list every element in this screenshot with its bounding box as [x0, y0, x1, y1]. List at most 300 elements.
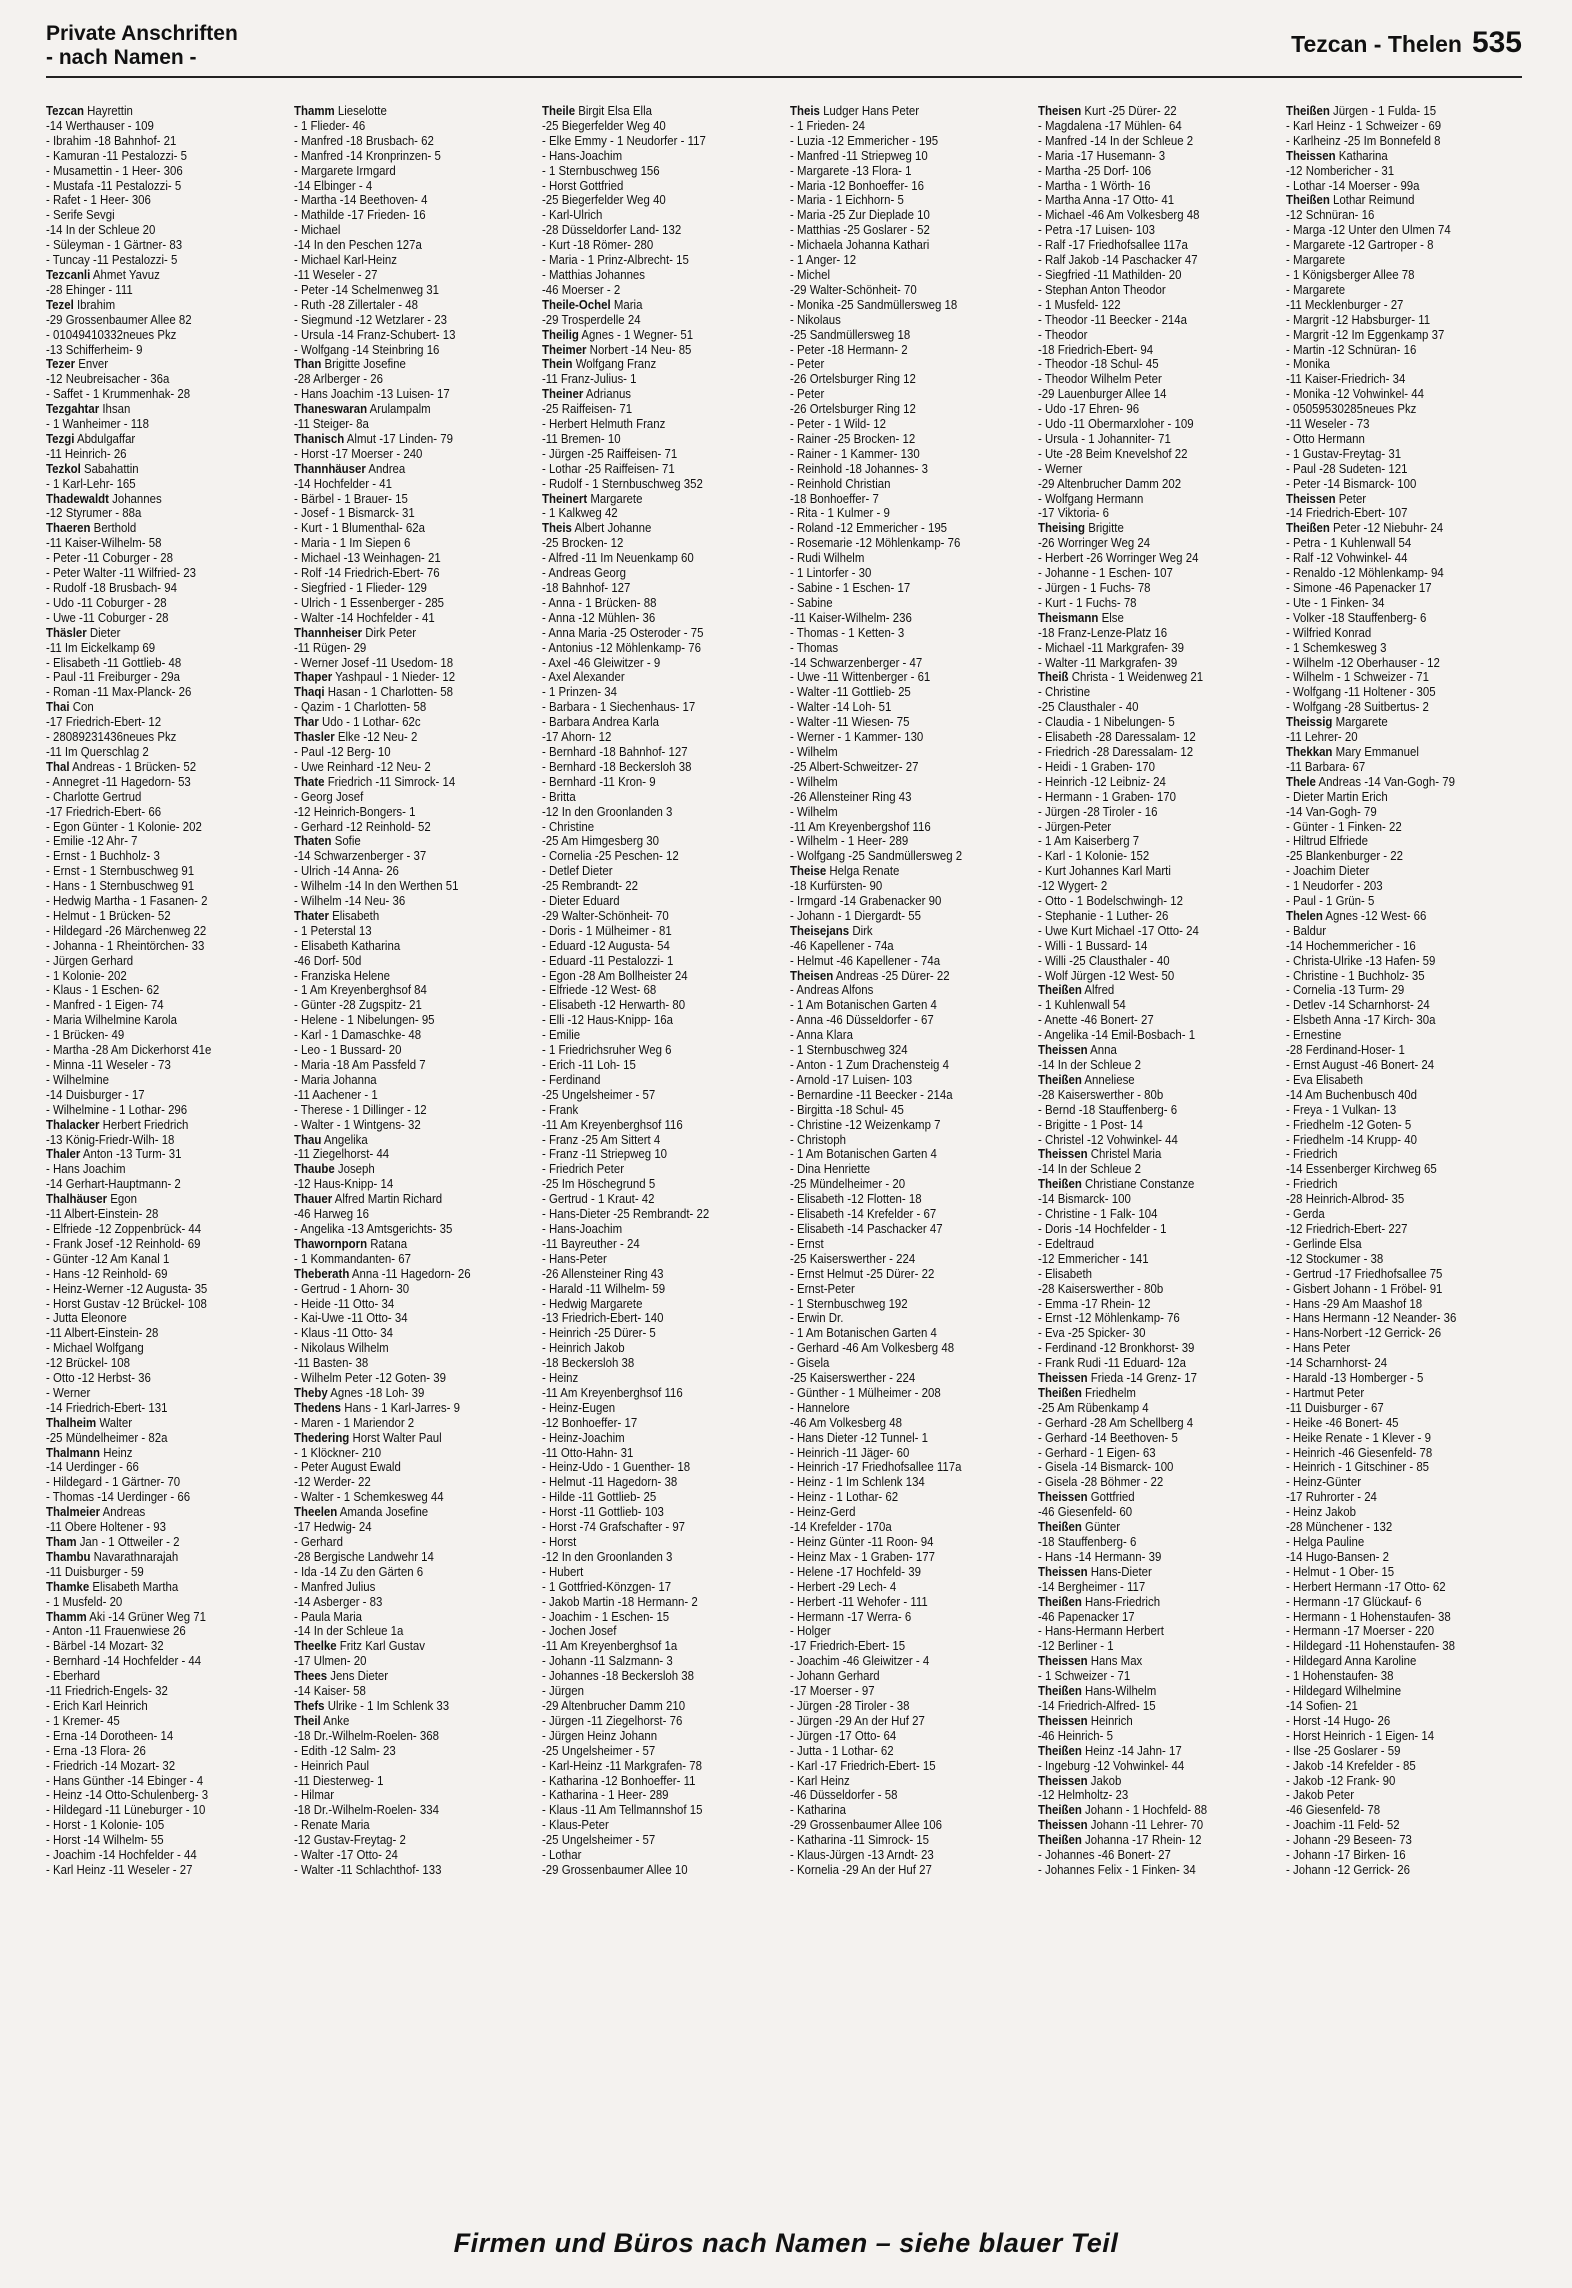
directory-entry: - Maria -18 Am Passfeld 7	[294, 1058, 426, 1072]
directory-entry: Thannheiser Dirk Peter	[294, 625, 417, 640]
directory-entry: -11 Bayreuther - 24	[542, 1236, 640, 1251]
directory-entry: Theissen Hans Max	[1038, 1654, 1143, 1669]
directory-entry: - Jürgen -17 Otto- 64	[790, 1728, 897, 1743]
directory-entry: Tezel Ibrahim	[46, 297, 116, 312]
directory-entry: -28 Kaiserswerther - 80b	[1038, 1087, 1164, 1102]
directory-entry: - Maria Wilhelmine Karola	[46, 1013, 177, 1028]
directory-entry: - Rita - 1 Kulmer - 9	[790, 506, 890, 521]
directory-entry: - Bernhard -11 Kron- 9	[542, 774, 656, 789]
directory-entry: - Lothar	[542, 1848, 582, 1863]
directory-entry: - Uwe -11 Wittenberger - 61	[790, 670, 931, 685]
directory-entry: - Jürgen Gerhard	[46, 953, 134, 968]
directory-entry: - Volker -18 Stauffenberg- 6	[1286, 610, 1427, 625]
directory-entry: -25 Biegerfelder Weg 40	[542, 118, 666, 133]
directory-entry: -11 Barbara- 67	[1286, 759, 1366, 774]
directory-entry: - Marga -12 Unter den Ulmen 74	[1286, 223, 1451, 238]
directory-entry: - Horst -14 Wilhelm- 55	[46, 1833, 164, 1848]
directory-entry: - Wilhelmine	[46, 1072, 109, 1087]
directory-entry: - Maria -17 Husemann- 3	[1038, 148, 1166, 163]
section-title-line2: - nach Namen -	[46, 46, 197, 69]
directory-entry: Theissen Anna	[1038, 1043, 1117, 1058]
directory-entry: - Leo - 1 Bussard- 20	[294, 1043, 402, 1058]
directory-entry: Thadewaldt Johannes	[46, 491, 162, 506]
directory-entry: - 1 Schemkesweg 3	[1286, 640, 1387, 655]
directory-entry: -11 Am Kreyenberghsof 116	[542, 1117, 683, 1132]
directory-entry: - Hans -12 Reinhold- 69	[46, 1266, 168, 1281]
directory-entry: - Sabine	[790, 595, 833, 610]
directory-entry: Thäsler Dieter	[46, 625, 121, 640]
directory-entry: - Otto -12 Herbst- 36	[46, 1371, 151, 1386]
directory-entry: -11 Duisburger - 59	[46, 1564, 144, 1579]
directory-entry: Thalacker Herbert Friedrich	[46, 1117, 189, 1132]
directory-entry: - Heinz-Gerd	[790, 1505, 856, 1520]
directory-entry: - Theodor	[1038, 327, 1088, 342]
directory-entry: - Jakob Martin -18 Hermann- 2	[542, 1594, 698, 1609]
directory-entry: Theißen Hans-Wilhelm	[1038, 1684, 1157, 1699]
directory-entry: - Andreas Alfons	[790, 983, 874, 998]
directory-entry: - Michael Karl-Heinz	[294, 253, 398, 268]
directory-entry: - 1 Frieden- 24	[790, 118, 866, 133]
directory-entry: - Ernst - 1 Sternbuschweg 91	[46, 864, 195, 879]
directory-entry: - Jutta Eleonore	[46, 1311, 127, 1326]
directory-column-2	[294, 104, 507, 2184]
directory-entry: - Klaus -11 Otto- 34	[294, 1326, 393, 1341]
directory-entry: -11 Rügen- 29	[294, 640, 367, 655]
directory-entry: - Paul -12 Berg- 10	[294, 744, 391, 759]
directory-entry: - Hermann - 1 Graben- 170	[1038, 789, 1176, 804]
directory-entry: -17 Ruhrorter - 24	[1286, 1490, 1377, 1505]
directory-entry: - Martin -12 Schnüran- 16	[1286, 342, 1417, 357]
directory-entry: -14 Bergheimer - 117	[1038, 1579, 1146, 1594]
directory-entry: -14 In der Schleue 2	[1038, 1058, 1142, 1072]
directory-entry: Thelen Agnes -12 West- 66	[1286, 908, 1427, 923]
directory-entry: - Gertrud - 1 Kraut- 42	[542, 1192, 655, 1207]
directory-entry: - Musamettin - 1 Heer- 306	[46, 163, 183, 178]
directory-entry: - 28089231436neues Pkz	[46, 730, 177, 745]
directory-entry: Theißen Christiane Constanze	[1038, 1177, 1195, 1192]
directory-entry: Theissen Christel Maria	[1038, 1147, 1162, 1162]
directory-entry: - Joachim -11 Feld- 52	[1286, 1818, 1400, 1833]
directory-entry: -12 Schnüran- 16	[1286, 208, 1375, 223]
directory-entry: Thater Elisabeth	[294, 908, 380, 923]
directory-entry: -12 In den Groonlanden 3	[542, 804, 673, 819]
directory-entry: - Elisabeth -28 Daressalam- 12	[1038, 730, 1196, 745]
directory-entry: -11 Kaiser-Friedrich- 34	[1286, 372, 1406, 387]
directory-entry: - 1 Wanheimer - 118	[46, 417, 150, 432]
directory-entry: - Johannes Felix - 1 Finken- 34	[1038, 1862, 1196, 1877]
directory-entry: - 1 Kommandanten- 67	[294, 1251, 412, 1266]
directory-entry: -14 Friedrich-Ebert- 107	[1286, 506, 1408, 521]
directory-entry: - 1 Brücken- 49	[46, 1028, 125, 1043]
directory-entry: - 1 Anger- 12	[790, 253, 857, 268]
directory-entry: - Uwe -11 Coburger - 28	[46, 610, 169, 625]
directory-entry: -14 Schwarzenberger - 37	[294, 849, 427, 864]
directory-entry: - Heike Renate - 1 Klever - 9	[1286, 1430, 1431, 1445]
directory-entry: - Dieter Martin Erich	[1286, 789, 1388, 804]
directory-entry: - Gerda	[1286, 1207, 1325, 1222]
directory-entry: -25 Albert-Schweitzer- 27	[790, 759, 919, 774]
directory-entry: - Jürgen Heinz Johann	[542, 1728, 658, 1743]
directory-entry: - Gerhard -14 Beethoven- 5	[1038, 1430, 1178, 1445]
directory-entry: Thannhäuser Andrea	[294, 461, 406, 476]
directory-entry: - Horst -74 Grafschafter - 97	[542, 1520, 686, 1535]
directory-entry: - Johann - 1 Diergardt- 55	[790, 908, 921, 923]
directory-entry: -12 Friedrich-Ebert- 227	[1286, 1221, 1408, 1236]
directory-entry: - Helene -17 Hochfeld- 39	[790, 1564, 921, 1579]
directory-entry: - Udo -11 Obermarxloher - 109	[1038, 417, 1194, 432]
directory-entry: - Horst - 1 Kolonie- 105	[46, 1818, 165, 1833]
directory-entry: - Gertrud -17 Friedhofsallee 75	[1286, 1266, 1443, 1281]
directory-entry: - Ernst-Peter	[790, 1281, 855, 1296]
directory-entry: - Lothar -25 Raiffeisen- 71	[542, 461, 675, 476]
directory-entry: -29 Grossenbaumer Allee 106	[790, 1818, 942, 1833]
directory-entry: - Willi -25 Clausthaler - 40	[1038, 953, 1170, 968]
directory-entry: - Hermann -17 Werra- 6	[790, 1609, 912, 1624]
directory-entry: Theelke Fritz Karl Gustav	[294, 1639, 425, 1654]
directory-entry: -25 Clausthaler - 40	[1038, 700, 1139, 715]
directory-entry: - Paula Maria	[294, 1609, 363, 1624]
directory-entry: -14 Krefelder - 170a	[790, 1520, 892, 1535]
directory-columns	[46, 104, 1532, 2184]
directory-entry: - Renaldo -12 Möhlenkamp- 94	[1286, 566, 1444, 581]
directory-entry: -14 Werthauser - 109	[46, 118, 154, 133]
directory-entry: - 1 Neudorfer - 203	[1286, 879, 1383, 894]
directory-entry: -26 Worringer Weg 24	[1038, 536, 1151, 551]
directory-entry: - Erich -11 Loh- 15	[542, 1058, 636, 1072]
directory-entry: -25 Raiffeisen- 71	[542, 402, 633, 417]
directory-entry: - Peter -14 Schelmenweg 31	[294, 282, 439, 297]
directory-entry: - Joachim -46 Gleiwitzer - 4	[790, 1654, 930, 1669]
directory-entry: - Wilhelm	[790, 804, 838, 819]
directory-entry: - Willi - 1 Bussard- 14	[1038, 938, 1148, 953]
directory-entry: Theißen Lothar Reimund	[1286, 193, 1415, 208]
directory-entry: - Birgitta -18 Schul- 45	[790, 1102, 904, 1117]
directory-entry: - Egon Günter - 1 Kolonie- 202	[46, 819, 202, 834]
directory-entry: Theißen Günter	[1038, 1520, 1121, 1535]
directory-entry: - Edeltraud	[1038, 1236, 1094, 1251]
directory-entry: - Ernestine	[1286, 1028, 1342, 1043]
directory-entry: Thamke Elisabeth Martha	[46, 1579, 179, 1594]
directory-entry: - Heide -11 Otto- 34	[294, 1296, 395, 1311]
directory-entry: - Elisabeth -14 Paschacker 47	[790, 1221, 943, 1236]
directory-entry: - Detlev -14 Scharnhorst- 24	[1286, 998, 1430, 1013]
directory-entry: -28 Kaiserswerther - 80b	[1038, 1281, 1164, 1296]
directory-entry: -25 Blankenburger - 22	[1286, 849, 1404, 864]
directory-entry: - Udo -17 Ehren- 96	[1038, 402, 1140, 417]
directory-entry: - Rudi Wilhelm	[790, 551, 865, 566]
directory-entry: Theisen Kurt -25 Dürer- 22	[1038, 104, 1177, 118]
directory-entry: Theissen Jakob	[1038, 1773, 1122, 1788]
directory-entry: - Roman -11 Max-Planck- 26	[46, 685, 192, 700]
directory-entry: Theissen Katharina	[1286, 148, 1388, 163]
directory-entry: - Emilie	[542, 1028, 581, 1043]
directory-entry: - Hubert	[542, 1564, 584, 1579]
directory-entry: - Harald -11 Wilhelm- 59	[542, 1281, 666, 1296]
directory-entry: - 1 Schweizer - 71	[1038, 1669, 1131, 1684]
directory-entry: - Hans-Dieter -25 Rembrandt- 22	[542, 1207, 710, 1222]
directory-entry: - Friedrich -14 Mozart- 32	[46, 1758, 176, 1773]
directory-entry: Thaten Sofie	[294, 834, 361, 849]
directory-entry: - Eduard -11 Pestalozzi- 1	[542, 953, 674, 968]
directory-entry: -11 Kaiser-Wilhelm- 236	[790, 610, 912, 625]
directory-entry: - Heinrich -17 Friedhofsallee 117a	[790, 1460, 962, 1475]
directory-entry: - Franz -11 Striepweg 10	[542, 1147, 668, 1162]
directory-entry: - Hedwig Martha - 1 Fasanen- 2	[46, 894, 208, 909]
directory-entry: - Margarete	[1286, 282, 1346, 297]
directory-entry: -18 Bahnhof- 127	[542, 581, 631, 595]
directory-entry: -14 In der Schleue 1a	[294, 1624, 404, 1639]
directory-entry: -11 Obere Holtener - 93	[46, 1520, 166, 1535]
directory-entry: - Bernhard -18 Bahnhof- 127	[542, 744, 688, 759]
directory-entry: Thekkan Mary Emmanuel	[1286, 744, 1419, 759]
directory-entry: Thauer Alfred Martin Richard	[294, 1192, 443, 1207]
directory-entry: -12 Brückel- 108	[46, 1356, 130, 1371]
directory-entry: - Udo -11 Coburger - 28	[46, 595, 167, 610]
directory-entry: - Anna - 1 Brücken- 88	[542, 595, 657, 610]
directory-entry: - Hans Joachim	[46, 1162, 126, 1177]
directory-entry: Thefs Ulrike - 1 Im Schlenk 33	[294, 1698, 450, 1713]
directory-entry: - Elisabeth Katharina	[294, 938, 401, 953]
directory-entry: - Margarete -12 Gartroper - 8	[1286, 238, 1434, 253]
directory-entry: - Friedrich -28 Daressalam- 12	[1038, 744, 1194, 759]
directory-entry: - Klaus-Peter	[542, 1818, 609, 1833]
directory-entry: - Heinz-Werner -12 Augusta- 35	[46, 1281, 208, 1296]
directory-entry: - Maria - 1 Eichhorn- 5	[790, 193, 904, 208]
directory-entry: -12 Werder- 22	[294, 1475, 371, 1490]
directory-entry: - Ulrich - 1 Essenberger - 285	[294, 595, 445, 610]
directory-entry: - Ilse -25 Goslarer - 59	[1286, 1743, 1401, 1758]
directory-entry: -29 Altenbrucher Damm 210	[542, 1698, 686, 1713]
directory-entry: -46 Düsseldorfer - 58	[790, 1788, 898, 1803]
directory-entry: -28 Arlberger - 26	[294, 372, 384, 387]
directory-entry: -12 Emmericher - 141	[1038, 1251, 1149, 1266]
directory-entry: - Ida -14 Zu den Gärten 6	[294, 1564, 424, 1579]
directory-entry: - Karl-Heinz -11 Markgrafen- 78	[542, 1758, 703, 1773]
directory-entry: -13 Schifferheim- 9	[46, 342, 143, 357]
directory-entry: Theise Helga Renate	[790, 864, 900, 879]
directory-entry: Thawornporn Ratana	[294, 1236, 408, 1251]
directory-entry: - Kurt Johannes Karl Marti	[1038, 864, 1171, 879]
directory-entry: -12 Heinrich-Bongers- 1	[294, 804, 416, 819]
directory-entry: -25 Ungelsheimer - 57	[542, 1833, 656, 1848]
directory-entry: -11 Weseler - 27	[294, 267, 378, 282]
directory-entry: - Hans-Hermann Herbert	[1038, 1624, 1164, 1639]
directory-entry: - Antonius -12 Möhlenkamp- 76	[542, 640, 701, 655]
directory-entry: - Wilfried Konrad	[1286, 625, 1372, 640]
directory-entry: -18 Bonhoeffer- 7	[790, 491, 879, 506]
directory-entry: - Johann -12 Gerrick- 26	[1286, 1862, 1410, 1877]
directory-entry: - Peter	[790, 357, 825, 372]
directory-entry: Thaeren Berthold	[46, 521, 137, 536]
directory-entry: - Frank	[542, 1102, 579, 1117]
directory-entry: - Gerhard -46 Am Volkesberg 48	[790, 1341, 955, 1356]
directory-entry: - Ferdinand -12 Bronkhorst- 39	[1038, 1341, 1195, 1356]
directory-entry: - 1 Peterstal 13	[294, 923, 372, 938]
directory-entry: Theismann Else	[1038, 610, 1124, 625]
directory-entry: Theil Anke	[294, 1713, 350, 1728]
directory-entry: Thar Udo - 1 Lothar- 62c	[294, 715, 421, 730]
page-number: 535	[1471, 26, 1522, 59]
directory-entry: - Anna -12 Mühlen- 36	[542, 610, 656, 625]
directory-entry: Thalheim Walter	[46, 1415, 133, 1430]
directory-entry: - Anette -46 Bonert- 27	[1038, 1013, 1154, 1028]
directory-entry: - Nikolaus Wilhelm	[294, 1341, 389, 1356]
directory-entry: - Gisela -14 Bismarck- 100	[1038, 1460, 1174, 1475]
directory-entry: -13 Friedrich-Ebert- 140	[542, 1311, 664, 1326]
directory-entry: - Irmgard -14 Grabenacker 90	[790, 894, 942, 909]
directory-entry: - Angelika -13 Amtsgerichts- 35	[294, 1221, 453, 1236]
directory-entry: - Ernst August -46 Bonert- 24	[1286, 1058, 1435, 1072]
directory-entry: -18 Friedrich-Ebert- 94	[1038, 342, 1154, 357]
directory-entry: - 1 Karl-Lehr- 165	[46, 476, 136, 491]
directory-entry: -12 Nombericher - 31	[1286, 163, 1395, 178]
directory-entry: - Heinz Max - 1 Graben- 177	[790, 1549, 935, 1564]
directory-entry: -28 Düsseldorfer Land- 132	[542, 223, 682, 238]
directory-entry: -14 Uerdinger - 66	[46, 1460, 139, 1475]
directory-entry: -18 Beckersloh 38	[542, 1356, 635, 1371]
directory-entry: - Monika	[1286, 357, 1330, 372]
directory-entry: Thaube Joseph	[294, 1162, 375, 1177]
directory-entry: Theißen Peter -12 Niebuhr- 24	[1286, 521, 1444, 536]
directory-entry: - Helmut - 1 Brücken- 52	[46, 908, 171, 923]
directory-entry: - Heinrich Jakob	[542, 1341, 625, 1356]
directory-entry: - Paul -28 Sudeten- 121	[1286, 461, 1408, 476]
directory-entry: - Otto Hermann	[1286, 431, 1365, 446]
directory-entry: Thalmann Heinz	[46, 1445, 133, 1460]
directory-entry: - Ulrich -14 Anna- 26	[294, 864, 399, 879]
directory-entry: - Michael -11 Markgrafen- 39	[1038, 640, 1185, 655]
directory-entry: - Anton - 1 Zum Drachensteig 4	[790, 1058, 949, 1072]
directory-entry: - Karl - 1 Kolonie- 152	[1038, 849, 1150, 864]
directory-entry: -12 Gustav-Freytag- 2	[294, 1833, 406, 1848]
directory-entry: - Wolfgang -14 Steinbring 16	[294, 342, 440, 357]
directory-entry: - Gisela	[790, 1356, 830, 1371]
directory-entry: - 01049410332neues Pkz	[46, 327, 177, 342]
directory-entry: - Hildegard -11 Lüneburger - 10	[46, 1803, 206, 1818]
directory-entry: - Wilhelm -14 In den Werthen 51	[294, 879, 459, 894]
directory-entry: Thedens Hans - 1 Karl-Jarres- 9	[294, 1400, 460, 1415]
directory-entry: - Walter -14 Hochfelder - 41	[294, 610, 435, 625]
directory-entry: - Arnold -17 Luisen- 103	[790, 1072, 913, 1087]
directory-entry: - Günter - 1 Finken- 22	[1286, 819, 1402, 834]
directory-entry: - 1 Klöckner- 210	[294, 1445, 382, 1460]
directory-entry: - Emma -17 Rhein- 12	[1038, 1296, 1151, 1311]
directory-entry: - Elfriede -12 Zoppenbrück- 44	[46, 1221, 202, 1236]
directory-entry: -28 Ferdinand-Hoser- 1	[1286, 1043, 1405, 1058]
directory-entry: - Axel Alexander	[542, 670, 625, 685]
directory-entry: - Barbara Andrea Karla	[542, 715, 660, 730]
directory-entry: - Horst -17 Moerser - 240	[294, 446, 423, 461]
directory-entry: Thaler Anton -13 Turm- 31	[46, 1147, 182, 1162]
directory-entry: - Harald -13 Homberger - 5	[1286, 1371, 1424, 1386]
directory-entry: Thaper Yashpaul - 1 Nieder- 12	[294, 670, 456, 685]
directory-entry: - Josef - 1 Bismarck- 31	[294, 506, 415, 521]
directory-entry: - Kai-Uwe -11 Otto- 34	[294, 1311, 408, 1326]
directory-entry: - 1 Flieder- 46	[294, 118, 366, 133]
directory-entry: - Gertrud - 1 Ahorn- 30	[294, 1281, 410, 1296]
directory-entry: - Sabine - 1 Eschen- 17	[790, 581, 911, 595]
directory-entry: - Manfred -11 Striepweg 10	[790, 148, 928, 163]
directory-entry: - Heidi - 1 Graben- 170	[1038, 759, 1155, 774]
directory-entry: -12 Neubreisacher - 36a	[46, 372, 170, 387]
name-range: Tezcan - Thelen	[1291, 31, 1462, 57]
directory-entry: - Maria Johanna	[294, 1072, 377, 1087]
directory-entry: - Michael	[294, 223, 341, 238]
directory-entry: -46 Dorf- 50d	[294, 953, 362, 968]
directory-entry: - Ingeburg -12 Vohwinkel- 44	[1038, 1758, 1185, 1773]
directory-entry: -46 Giesenfeld- 78	[1286, 1803, 1381, 1818]
directory-entry: -11 Aachener - 1	[294, 1087, 378, 1102]
directory-entry: Theisen Andreas -25 Dürer- 22	[790, 968, 950, 983]
directory-entry: - Hans -29 Am Maashof 18	[1286, 1296, 1423, 1311]
directory-entry: Theissen Gottfried	[1038, 1490, 1135, 1505]
directory-entry: -14 Duisburger - 17	[46, 1087, 145, 1102]
directory-entry: - Brigitte - 1 Post- 14	[1038, 1117, 1143, 1132]
directory-entry: - Klaus-Jürgen -13 Arndt- 23	[790, 1848, 934, 1863]
directory-entry: - Jürgen -29 An der Huf 27	[790, 1713, 925, 1728]
directory-entry: -25 Sandmüllersweg 18	[790, 327, 911, 342]
directory-entry: - Horst Gustav -12 Brückel- 108	[46, 1296, 207, 1311]
directory-entry: Theisejans Dirk	[790, 923, 873, 938]
directory-entry: -14 In der Schleue 20	[46, 223, 156, 238]
directory-entry: - Jutta - 1 Lothar- 62	[790, 1743, 894, 1758]
directory-entry: - Horst	[542, 1535, 577, 1549]
directory-entry: - Margrit -12 Habsburger- 11	[1286, 312, 1431, 327]
directory-entry: - Herbert -11 Wehofer - 111	[790, 1594, 928, 1609]
directory-entry: - Herbert Hermann -17 Otto- 62	[1286, 1579, 1446, 1594]
directory-entry: - Horst -11 Gottlieb- 103	[542, 1505, 664, 1520]
directory-entry: - Heinz - 1 Lothar- 62	[790, 1490, 899, 1505]
directory-entry: - Thomas	[790, 640, 839, 655]
directory-entry: - Wilhelm -12 Oberhauser - 12	[1286, 655, 1440, 670]
directory-entry: - Rosemarie -12 Möhlenkamp- 76	[790, 536, 961, 551]
directory-entry: - Bernardine -11 Beecker - 214a	[790, 1087, 953, 1102]
directory-entry: -46 Giesenfeld- 60	[1038, 1505, 1133, 1520]
directory-entry: - Ernst Helmut -25 Dürer- 22	[790, 1266, 935, 1281]
directory-entry: - Süleyman - 1 Gärtner- 83	[46, 238, 183, 253]
directory-entry: - Andreas Georg	[542, 566, 626, 581]
directory-entry: -11 Franz-Julius- 1	[542, 372, 637, 387]
directory-entry: - Gerhard - 1 Eigen- 63	[1038, 1445, 1156, 1460]
directory-entry: - Gerhard -12 Reinhold- 52	[294, 819, 431, 834]
directory-entry: - Mustafa -11 Pestalozzi- 5	[46, 178, 182, 193]
directory-entry: Theißen Alfred	[1038, 983, 1115, 998]
page-header	[46, 20, 1522, 78]
directory-entry: -11 Steiger- 8a	[294, 417, 369, 432]
directory-entry: - Hildegard - 1 Gärtner- 70	[46, 1475, 181, 1490]
directory-entry: Thedering Horst Walter Paul	[294, 1430, 442, 1445]
directory-entry: - Monika -25 Sandmüllersweg 18	[790, 297, 958, 312]
directory-entry: -17 Friedrich-Ebert- 15	[790, 1639, 906, 1654]
directory-entry: - Otto - 1 Bodelschwingh- 12	[1038, 894, 1183, 909]
directory-entry: Theissen Johann -11 Lehrer- 70	[1038, 1818, 1204, 1833]
directory-entry: - Anna Maria -25 Osteroder - 75	[542, 625, 704, 640]
directory-entry: - Alfred -11 Im Neuenkamp 60	[542, 551, 694, 566]
directory-column-6	[1286, 104, 1499, 2184]
directory-entry: - Thomas -14 Uerdinger - 66	[46, 1490, 191, 1505]
directory-entry: - Hans - 1 Sternbuschweg 91	[46, 879, 195, 894]
directory-entry: - Maria - 1 Im Siepen 6	[294, 536, 411, 551]
directory-entry: Theißen Heinz -14 Jahn- 17	[1038, 1743, 1182, 1758]
directory-entry: - Heinz-Joachim	[542, 1430, 625, 1445]
section-title-line1: Private Anschriften	[46, 22, 238, 45]
directory-entry: -14 Schwarzenberger - 47	[790, 655, 923, 670]
directory-entry: - Petra - 1 Kuhlenwall 54	[1286, 536, 1412, 551]
directory-entry: -18 Franz-Lenze-Platz 16	[1038, 625, 1168, 640]
directory-entry: - Wolf Jürgen -12 West- 50	[1038, 968, 1175, 983]
directory-column-3	[542, 104, 755, 2184]
directory-entry: - Walter -11 Gottlieb- 25	[790, 685, 911, 700]
